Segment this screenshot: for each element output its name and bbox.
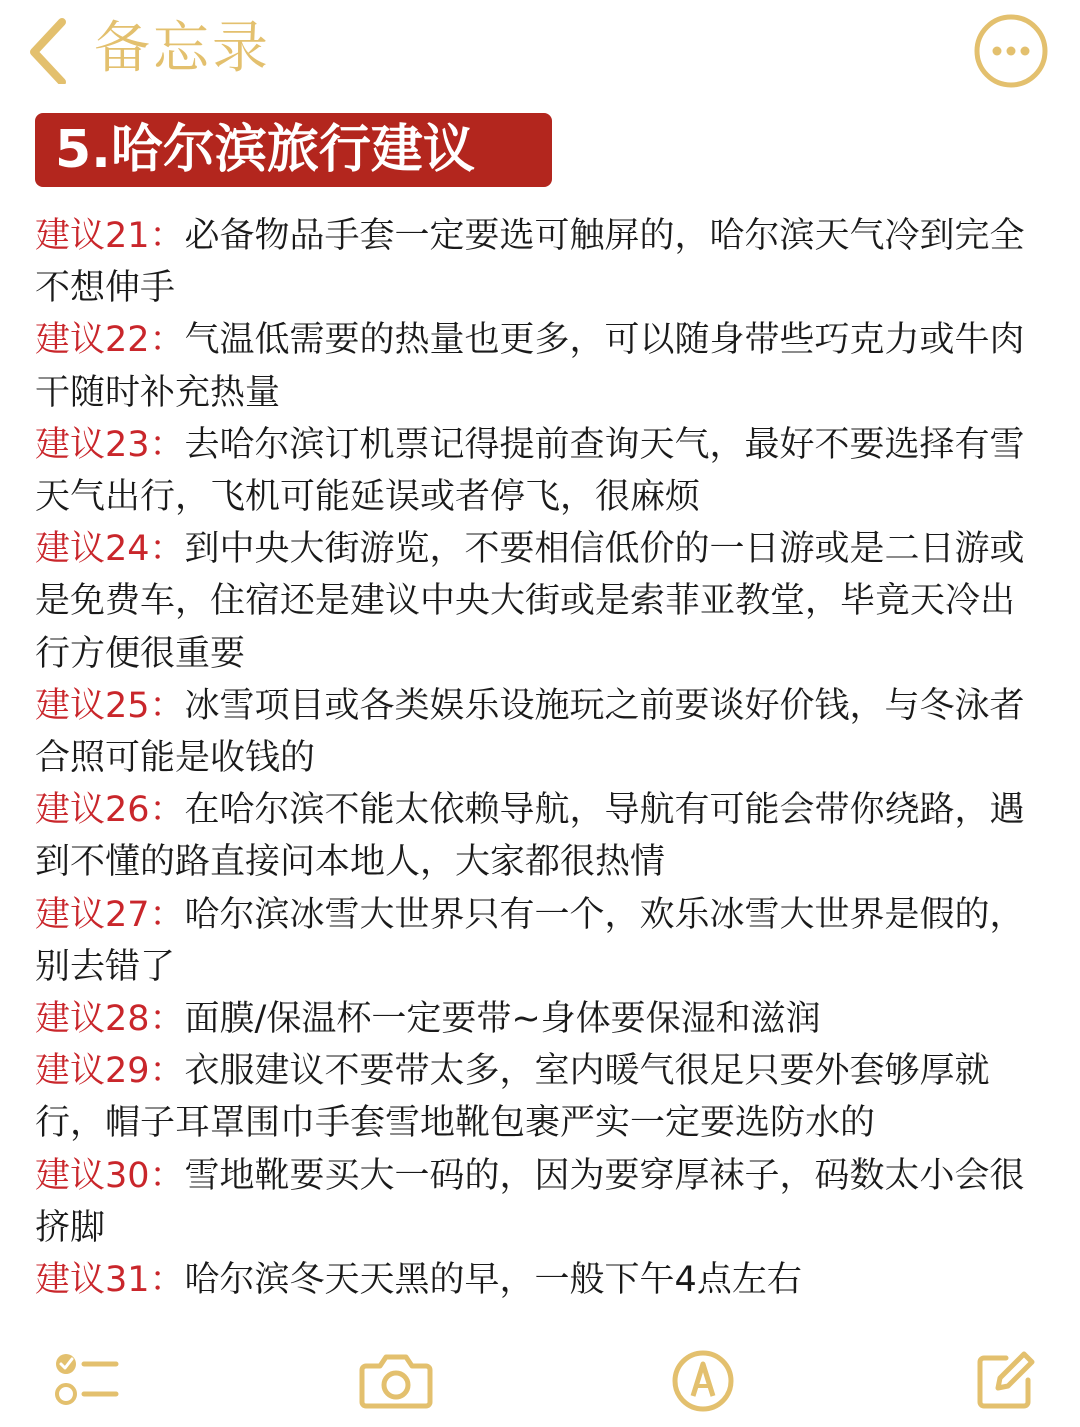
- markup-button[interactable]: [670, 1348, 736, 1414]
- tip-text: 必备物品手套一定要选可触屏的，哈尔滨天气冷到完全不想伸手: [35, 216, 1025, 309]
- tip-text: 衣服建议不要带太多，室内暖气很足只要外套够厚就行，帽子耳罩围巾手套雪地靴包裹严实一定要选防水的: [35, 1051, 990, 1144]
- tip-label: 建议31：: [35, 1260, 185, 1301]
- tip-text: 到中央大街游览，不要相信低价的一日游或是二日游或是免费车，住宿还是建议中央大街或是索菲亚教堂，毕竟天冷出行方便很重要: [35, 529, 1025, 674]
- tip-text: 哈尔滨冰雪大世界只有一个，欢乐冰雪大世界是假的，别去错了: [35, 894, 1025, 987]
- compose-button[interactable]: [972, 1348, 1038, 1414]
- tip-item: [35, 1150, 1035, 1254]
- tip-item: [35, 993, 1035, 1045]
- tip-text: 去哈尔滨订机票记得提前查询天气，最好不要选择有雪天气出行，飞机可能延误或者停飞，很麻烦: [35, 424, 1025, 518]
- tip-item: [35, 210, 1035, 314]
- tip-label: 建议30：: [35, 1155, 185, 1196]
- tip-item: [35, 1045, 1035, 1149]
- tip-text: 气温低需要的热量也更多，可以随身带些巧克力或牛肉干随时补充热量: [35, 320, 1025, 413]
- tip-text: 冰雪项目或各类娱乐设施玩之前要谈好价钱，与冬泳者合照可能是收钱的: [35, 685, 1025, 779]
- markup-pen-icon: [670, 1348, 736, 1414]
- tip-label: 建议25：: [35, 685, 185, 726]
- tip-label: 建议29：: [35, 1051, 185, 1092]
- camera-button[interactable]: [358, 1348, 434, 1412]
- checklist-icon: [52, 1348, 122, 1412]
- tip-item: [35, 419, 1035, 523]
- checklist-button[interactable]: [52, 1348, 122, 1412]
- compose-icon: [972, 1348, 1038, 1414]
- tip-label: 建议23：: [35, 424, 185, 465]
- tip-item: [35, 1254, 1035, 1306]
- tip-label: 建议28：: [35, 999, 185, 1040]
- tip-item: [35, 314, 1035, 418]
- tip-item: [35, 784, 1035, 888]
- tip-label: 建议21：: [35, 216, 185, 256]
- tip-item: [35, 680, 1035, 784]
- tip-text: 雪地靴要买大一码的，因为要穿厚袜子，码数太小会很挤脚: [35, 1155, 1025, 1248]
- tip-label: 建议22：: [35, 320, 185, 361]
- camera-icon: [358, 1348, 434, 1412]
- tip-label: 建议24：: [35, 529, 185, 570]
- tip-item: [35, 889, 1035, 993]
- chevron-left-icon: [26, 14, 70, 84]
- note-body[interactable]: [35, 210, 1035, 1306]
- note-title: 5.哈尔滨旅行建议: [35, 113, 552, 187]
- tip-text: 在哈尔滨不能太依赖导航，导航有可能会带你绕路，遇到不懂的路直接问本地人，大家都很热情: [35, 790, 1025, 883]
- more-button[interactable]: [972, 12, 1050, 90]
- top-bar: [0, 0, 1080, 100]
- tip-text: 面膜/保温杯一定要带~身体要保湿和滋润: [184, 999, 821, 1040]
- tip-item: [35, 523, 1035, 680]
- back-label[interactable]: 备忘录: [94, 16, 271, 81]
- tip-label: 建议27：: [35, 894, 185, 935]
- back-button[interactable]: [26, 14, 271, 84]
- bottom-toolbar: [0, 1330, 1080, 1427]
- ellipsis-circle-icon: [972, 12, 1050, 90]
- tip-label: 建议26：: [35, 790, 185, 831]
- tip-text: 哈尔滨冬天天黑的早，一般下午4点左右: [184, 1260, 802, 1301]
